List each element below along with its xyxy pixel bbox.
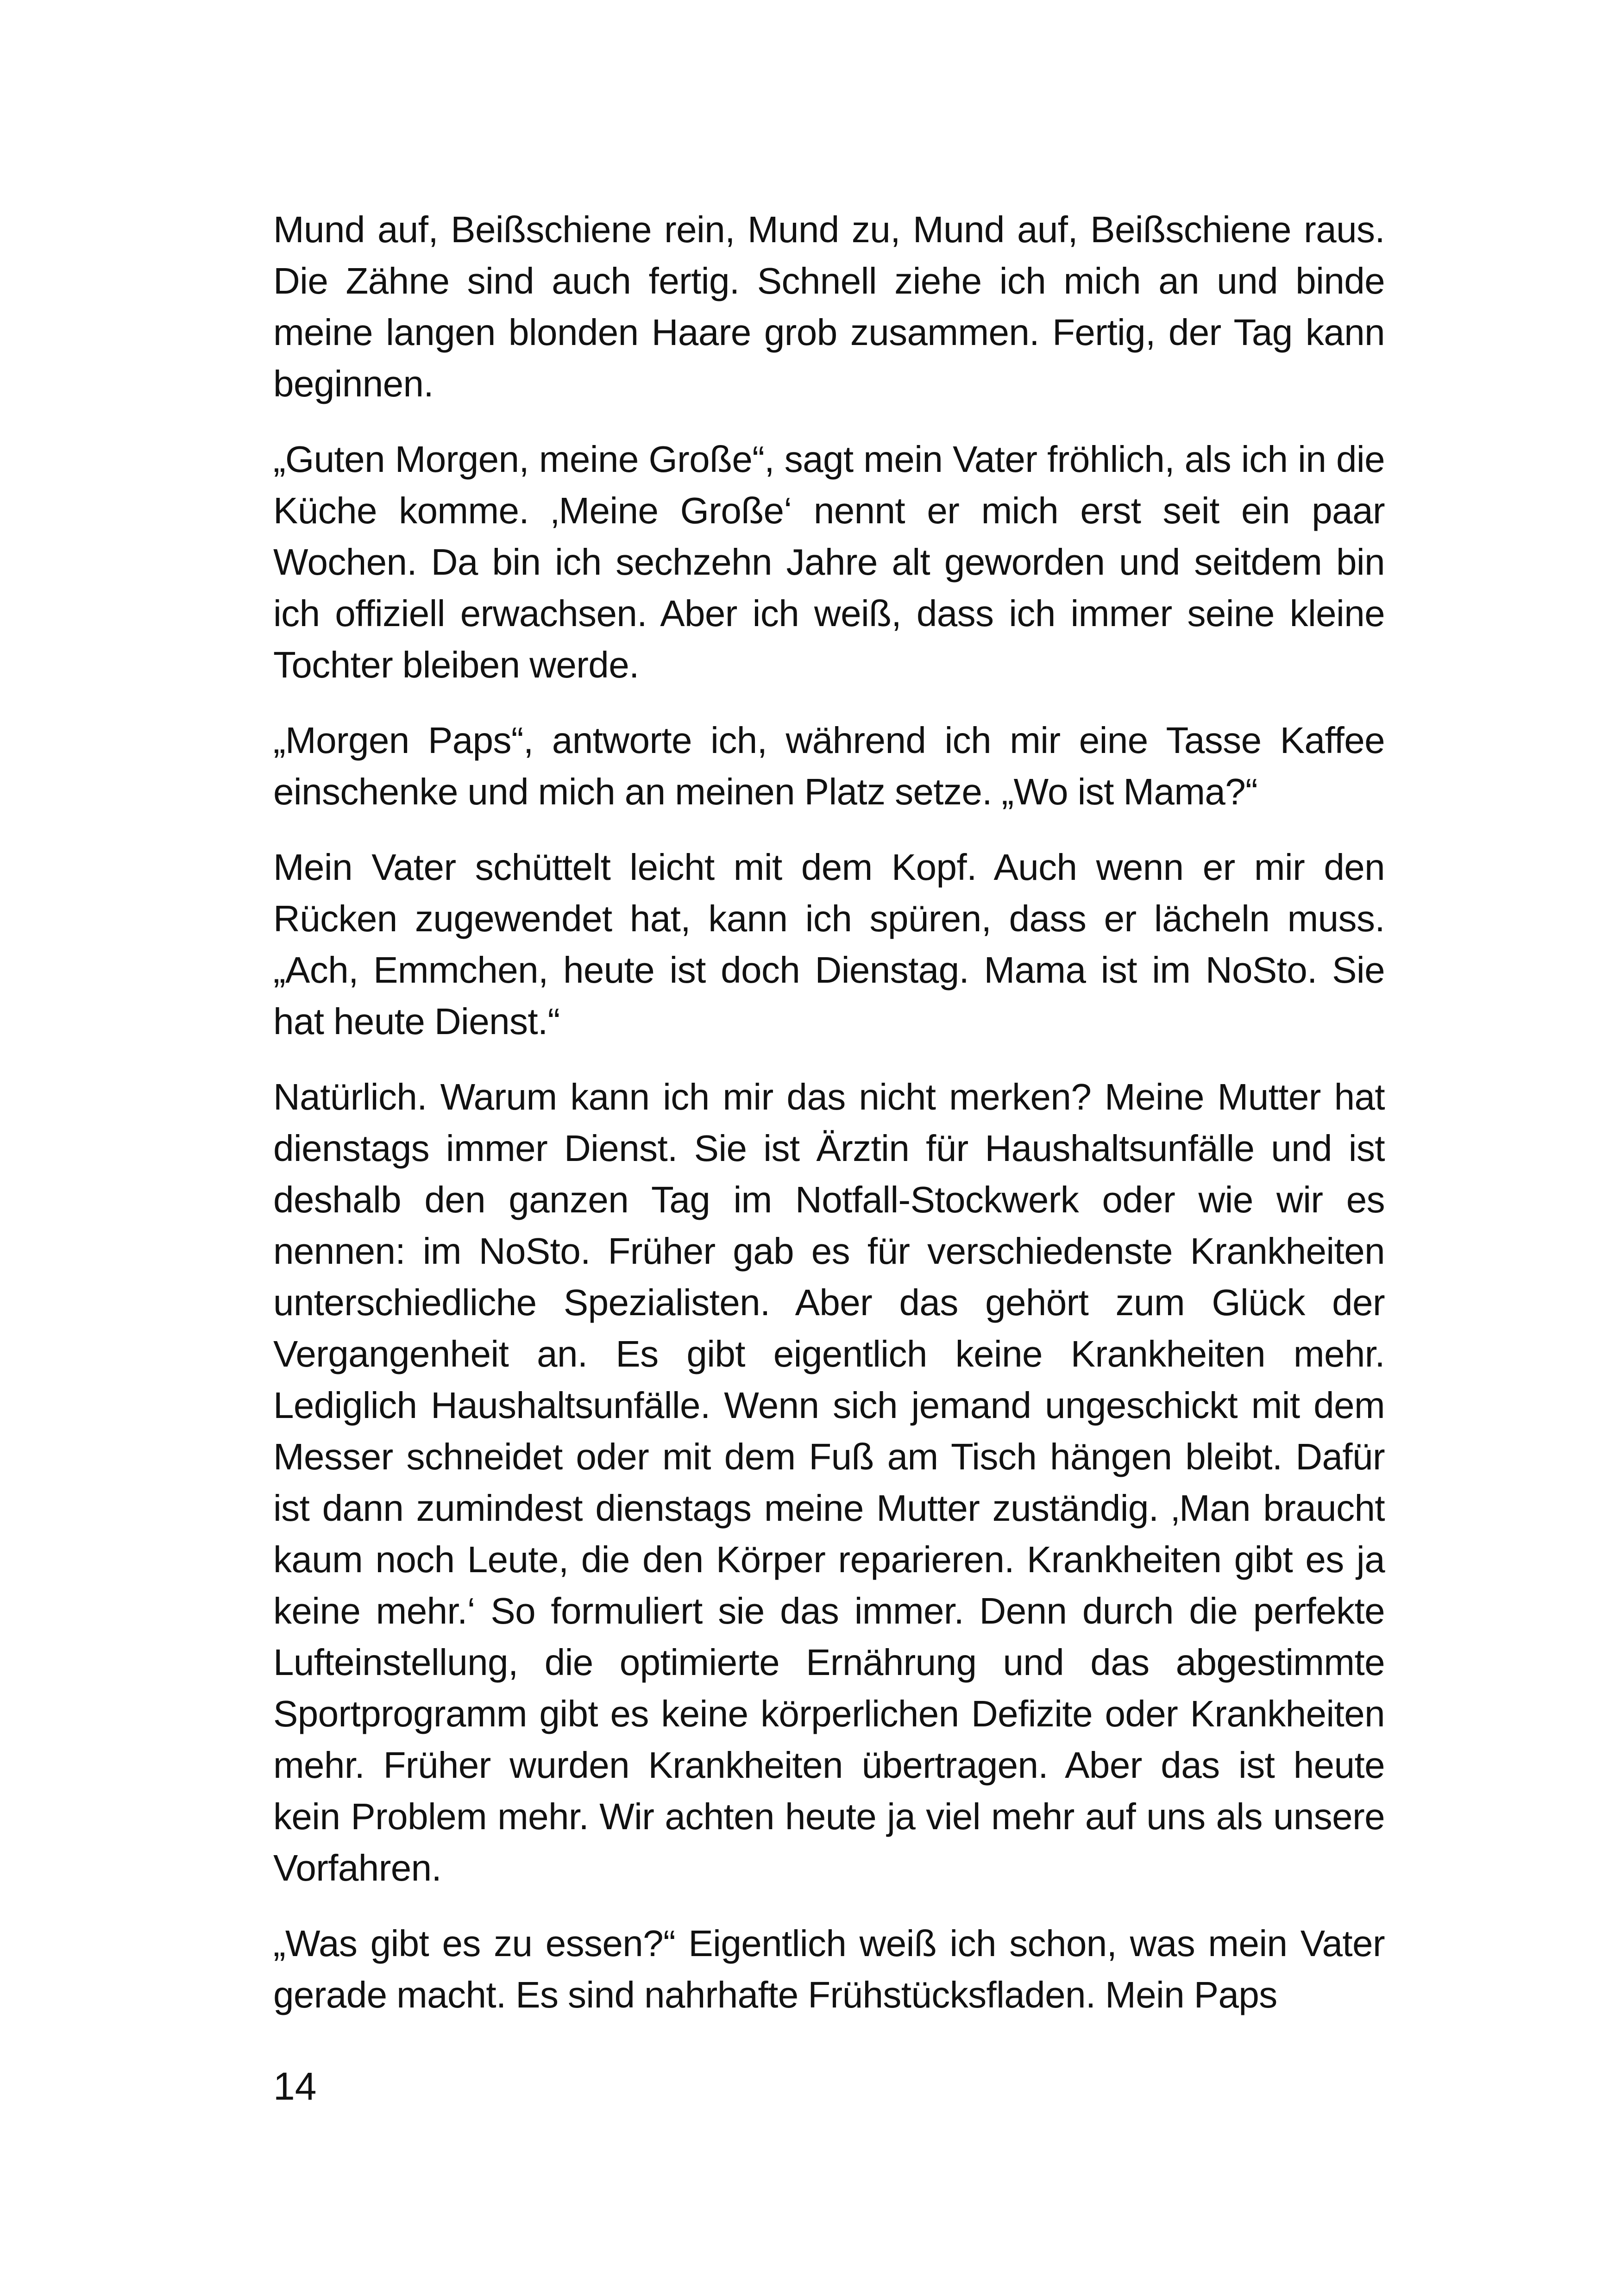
paragraph: Mund auf, Beißschiene rein, Mund zu, Mund auf, Beißschiene raus. Die Zähne sind auch fertig. Schnell ziehe ich mich an und binde meine langen blonden Haare grob zusammen. Fertig, der Tag kann beginnen. — [273, 209, 1385, 404]
paragraph: Mein Vater schüttelt leicht mit dem Kopf. Auch wenn er mir den Rücken zugewendet hat, kann ich spüren, dass er lächeln muss. „Ach, Emmchen, heute ist doch Dienstag. Mama ist im NoSto. Sie hat heute Dienst.“ — [273, 847, 1385, 1042]
page-body — [273, 204, 1385, 2045]
paragraph: „Guten Morgen, meine Große“, sagt mein Vater fröhlich, als ich in die Küche komme. ‚Meine Große‘ nennt er mich erst seit ein paar Wochen. Da bin ich sechzehn Jahre alt geworden und seitdem bin ich offiziell erwachsen. Aber ich weiß, dass ich immer seine kleine Tochter bleiben werde. — [273, 439, 1385, 685]
page-number: 14 — [273, 2064, 317, 2108]
paragraph: „Was gibt es zu essen?“ Eigentlich weiß ich schon, was mein Vater gerade macht. Es sind nahrhafte Frühstücksfladen. Mein Paps — [273, 1923, 1385, 2015]
paragraph: „Morgen Paps“, antworte ich, während ich mir eine Tasse Kaffee einschenke und mich an meinen Platz setze. „Wo ist Mama?“ — [273, 720, 1385, 812]
paragraph: Natürlich. Warum kann ich mir das nicht merken? Meine Mutter hat dienstags immer Dienst. Sie ist Ärztin für Haushaltsunfälle und ist deshalb den ganzen Tag im Notfall-Stockwerk oder wie wir es nennen: im NoSto. Früher gab es für verschiedenste Krankheiten unterschiedliche Spezialisten. Aber das gehört zum Glück der Vergangenheit an. Es gibt eigentlich keine Krankheiten mehr. Lediglich Haushaltsunfälle. Wenn sich jemand ungeschickt mit dem Messer schneidet oder mit dem Fuß am Tisch hängen bleibt. Dafür ist dann zumindest dienstags meine Mutter zuständig. ‚Man braucht kaum noch Leute, die den Körper reparieren. Krankheiten gibt es ja keine mehr.‘ So formuliert sie das immer. Denn durch die perfekte Lufteinstellung, die optimierte Ernährung und das abgestimmte Sportprogramm gibt es keine körperlichen Defizite oder Krankheiten mehr. Früher wurden Krankheiten übertragen. Aber das ist heute kein Problem mehr. Wir achten heute ja viel mehr auf uns als unsere Vorfahren. — [273, 1076, 1385, 1888]
